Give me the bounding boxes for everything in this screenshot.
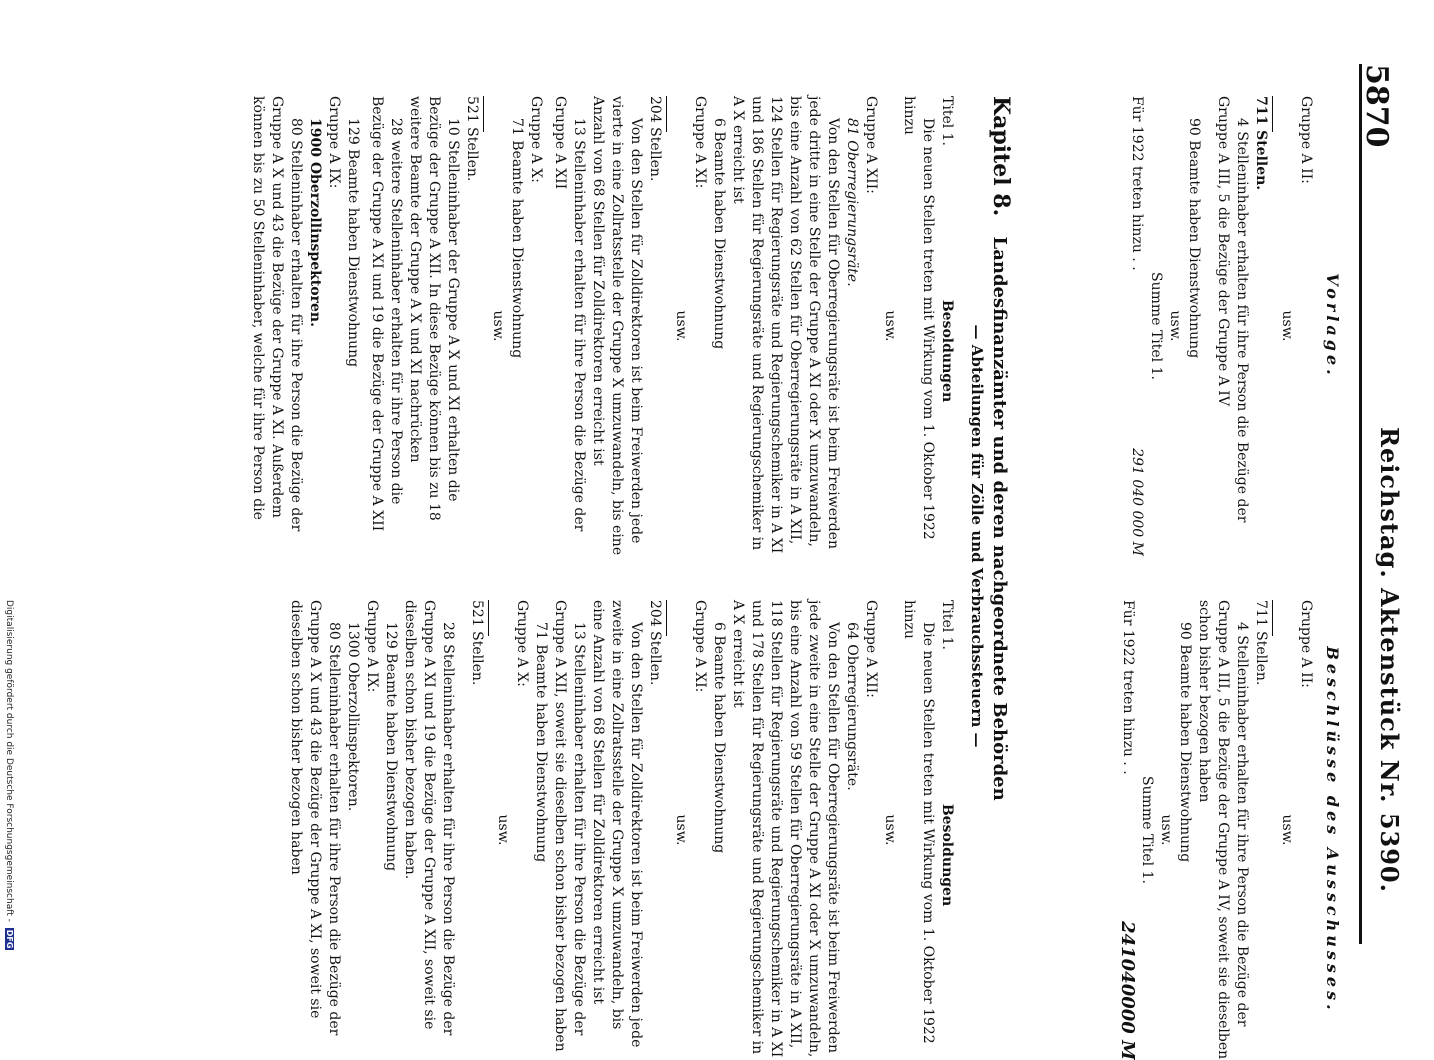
- titel-row: [937, 96, 956, 556]
- short-rule: [1272, 96, 1273, 132]
- paragraph: 28 Stelleninhaber erhalten für ihre Person die Bezüge der Gruppe A XI und 19 die Bezüge der Gruppe A XII, soweit sie dieselben schon bisher bezogen haben.: [402, 600, 456, 1036]
- paragraph: 129 Beamte haben Dienstwohnung: [383, 622, 399, 872]
- side-note: [2, 600, 14, 995]
- summe-line: Summe Titel 1.: [1139, 776, 1155, 884]
- right-column-bottom: [286, 600, 956, 1060]
- usw-line: usw.: [495, 814, 511, 846]
- stellen-count: 521 Stellen.: [464, 96, 480, 182]
- paragraph: 4 Stelleninhaber erhalten für ihre Person die Bezüge der Gruppe A III, 5 die Bezüge der Gruppe A IV: [1215, 96, 1250, 523]
- short-rule: [488, 600, 489, 636]
- paragraph: 6 Beamte haben Dienstwohnung: [711, 622, 727, 854]
- group-heading: Gruppe A X:: [528, 96, 544, 183]
- group-heading: Gruppe A X:: [514, 600, 530, 687]
- paragraph: Von den Stellen für Oberregierungsräte ist beim Freiwerden jede zweite in eine Stelle der Gruppe A XI oder X umzuwandeln, bis eine Anzahl von 59 Stellen für Oberregierungsräte in A XII, 118 Stellen für Regierungsräte und Regierungschemiker in A XI und 178 Stellen für Regierungsräte und Regierungschemiker in A X erreicht ist: [730, 600, 841, 1058]
- paragraph: 71 Beamte haben Dienstwohnung: [509, 118, 525, 359]
- group-heading: Gruppe A XI:: [692, 96, 708, 189]
- titel-heading: Besoldungen: [939, 803, 955, 907]
- right-column-heading: Beschlüsse des Ausschusses.: [1323, 646, 1342, 1014]
- sum-value: 241040000 M: [1117, 921, 1138, 1060]
- stellen-count: 711 Stellen.: [1253, 96, 1269, 191]
- paragraph: Die neuen Stellen treten mit Wirkung vom 1. Oktober 1922 hinzu: [901, 96, 936, 540]
- titel-label: Titel 1.: [939, 600, 955, 651]
- chapter-subtitle: — Abteilungen für Zölle und Verbrauchssteuern —: [968, 324, 986, 748]
- paragraph: Von den Stellen für Zolldirektoren ist beim Freiwerden jede zweite in eine Zollratsstelle der Gruppe X umzuwandeln, bis eine Anzahl von 68 Stellen für Zolldirektoren erreicht ist: [590, 600, 644, 1048]
- usw-line: usw.: [882, 310, 898, 342]
- right-column-top: [1118, 600, 1342, 1060]
- group-heading: Gruppe A II:: [1298, 96, 1314, 184]
- paragraph: 6 Beamte haben Dienstwohnung: [711, 118, 727, 350]
- group-heading: Gruppe A II:: [1298, 600, 1314, 688]
- usw-line: usw.: [1158, 814, 1174, 846]
- usw-line: usw.: [1279, 814, 1295, 846]
- chapter-number: Kapitel 8.: [988, 96, 1014, 217]
- dfg-logo: DFG: [5, 929, 14, 949]
- group-heading: Gruppe A IX:: [364, 600, 380, 693]
- usw-line: usw.: [882, 814, 898, 846]
- group-heading: Gruppe A IX:: [326, 96, 342, 189]
- stellen-count: 81 Oberregierungsräte.: [844, 118, 860, 287]
- paragraph: 129 Beamte haben Dienstwohnung: [345, 118, 361, 368]
- titel-heading: Besoldungen: [939, 299, 955, 403]
- short-rule: [1272, 600, 1273, 636]
- group-heading: Gruppe A XII:: [863, 600, 879, 698]
- stellen-count: 711 Stellen.: [1253, 600, 1269, 686]
- stellen-count: 1900 Oberzollinspektoren.: [307, 118, 323, 327]
- paragraph: Von den Stellen für Oberregierungsräte ist beim Freiwerden jede dritte in eine Stelle der Gruppe A XI oder X umzuwandeln, bis eine Anzahl von 62 Stellen für Oberregierungsräte in A XII, 124 Stellen für Regierungsräte und Regierungschemiker in A XI und 186 Stellen für Regierungsräte und Regierungschemiker in A X erreicht ist: [730, 96, 841, 554]
- paragraph: Die neuen Stellen treten mit Wirkung vom 1. Oktober 1922 hinzu: [901, 600, 936, 1044]
- left-column-heading: Vorlage.: [1323, 273, 1342, 379]
- paragraph: 80 Stelleninhaber erhalten für ihre Person die Bezüge der Gruppe A X und 43 die Bezüge der Gruppe A XI. Außerdem können bis zu 50 Stelleninhaber, welche für ihre Person die: [250, 96, 304, 532]
- chapter-title: Landesfinanzämter und deren nachgeordnete Behörden: [989, 236, 1010, 801]
- titel-row: [937, 600, 956, 1060]
- stellen-count: 64 Oberregierungsräte.: [844, 622, 860, 791]
- summe-line: Summe Titel 1.: [1148, 272, 1164, 380]
- side-note-text: Digitalisierung gefördert durch die Deutsche Forschungsgemeinschaft -: [4, 600, 14, 922]
- stellen-count: 521 Stellen.: [469, 600, 485, 686]
- sum-value: 291 040 000 M: [1129, 448, 1145, 556]
- paragraph: 28 weitere Stelleninhaber erhalten für ihre Person die Bezüge der Gruppe A XI und 19 die Bezüge der Gruppe A XII: [369, 96, 404, 532]
- chapter-heading: [988, 96, 1014, 976]
- usw-line: usw.: [673, 310, 689, 342]
- paragraph: 4 Stelleninhaber erhalten für ihre Person die Bezüge der Gruppe A III, 5 die Bezüge der Gruppe A IV, soweit sie dieselben schon bisher bezogen haben: [1196, 600, 1250, 1060]
- header-rule: [1359, 64, 1362, 944]
- usw-line: usw.: [673, 814, 689, 846]
- group-heading: Gruppe A XII:: [863, 96, 879, 194]
- short-rule: [666, 600, 667, 636]
- page-header-title: Reichstag. Aktenstück Nr. 5390.: [1375, 427, 1404, 893]
- left-column-top: [1127, 96, 1342, 556]
- paragraph: 90 Beamte haben Dienstwohnung: [1177, 622, 1193, 863]
- short-rule: [483, 96, 484, 132]
- paragraph: Von den Stellen für Zolldirektoren ist beim Freiwerden jede vierte in eine Zollratsstelle der Gruppe X umzuwandeln, bis eine Anzahl von 68 Stellen für Zolldirektoren erreicht ist: [590, 96, 644, 556]
- usw-line: usw.: [490, 310, 506, 342]
- usw-line: usw.: [1167, 310, 1183, 342]
- short-rule: [666, 96, 667, 132]
- paragraph: 90 Beamte haben Dienstwohnung: [1186, 118, 1202, 359]
- sum-label: Für 1922 treten hinzu . .: [1120, 600, 1136, 775]
- stellen-count: 204 Stellen.: [647, 96, 663, 182]
- group-heading: Gruppe A XI:: [692, 600, 708, 693]
- side-note-strip: [2, 600, 16, 995]
- paragraph: 10 Stelleninhaber der Gruppe A X und XI erhalten die Bezüge der Gruppe A XII. In diese Bezüge können bis zu 18 weitere Beamte der Gruppe A X und XI nachrücken: [407, 96, 461, 521]
- paragraph: 71 Beamte haben Dienstwohnung: [533, 622, 549, 863]
- sum-row: [1127, 96, 1146, 556]
- paragraph: 80 Stelleninhaber erhalten für ihre Person die Bezüge der Gruppe A X und 43 die Bezüge der Gruppe A XI, soweit sie dieselben schon bisher bezogen haben: [288, 600, 342, 1036]
- paragraph: 13 Stelleninhaber erhalten für ihre Person die Bezüge der Gruppe A XII, soweit sie dieselben schon bisher bezogen haben: [552, 600, 587, 1052]
- stellen-count: 1300 Oberzollinspektoren.: [345, 622, 361, 812]
- usw-line: usw.: [1279, 310, 1295, 342]
- sum-label: Für 1922 treten hinzu . .: [1129, 96, 1145, 271]
- stellen-count: 204 Stellen.: [647, 600, 663, 686]
- titel-label: Titel 1.: [939, 96, 955, 147]
- page-number: 5870: [1359, 64, 1394, 148]
- left-column-bottom: [248, 96, 956, 556]
- paragraph: 13 Stelleninhaber erhalten für ihre Person die Bezüge der Gruppe A XII: [552, 96, 587, 532]
- sum-row: [1118, 600, 1137, 1060]
